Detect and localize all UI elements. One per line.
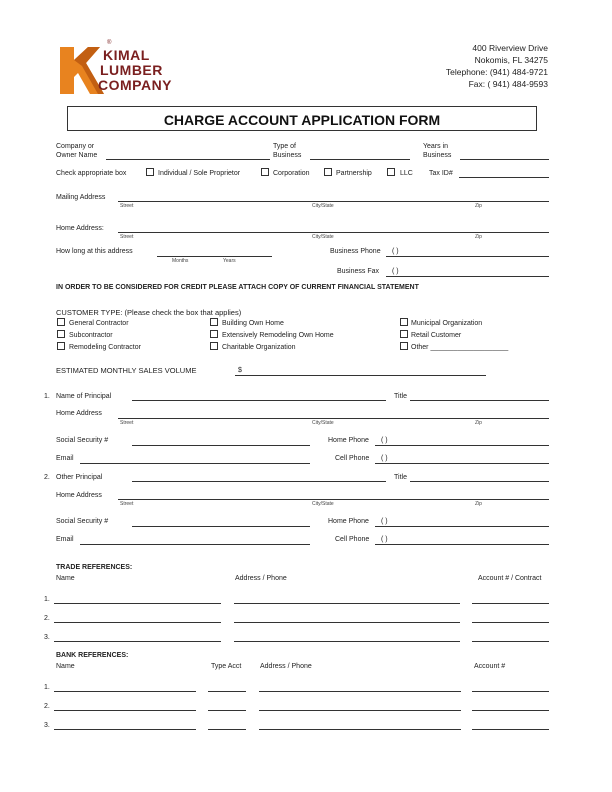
extensively-remodeling-label: Extensively Remodeling Own Home [222,332,334,339]
bank-3-address-field[interactable] [259,729,461,730]
trade-row-3-number: 3. [44,634,50,641]
municipal-organization-checkbox[interactable] [400,318,408,326]
principal-2-number: 2. [44,474,50,481]
principal-1-home-address-label: Home Address [56,410,102,417]
general-contractor-checkbox[interactable] [57,318,65,326]
customer-type-label: CUSTOMER TYPE: (Please check the box that applies) [56,308,242,317]
remodeling-contractor-checkbox[interactable] [57,342,65,350]
principal-1-street-caption: Street [120,420,134,426]
partnership-label: Partnership [336,170,372,177]
corporation-checkbox[interactable] [261,168,269,176]
business-fax-label: Business Fax [337,268,380,275]
logo-text-kimal: KIMAL [103,47,150,63]
individual-label: Individual / Sole Proprietor [158,170,241,177]
bank-row-2-number: 2. [44,703,50,710]
principal-2-email-label: Email [56,536,74,543]
trade-1-name-field[interactable] [54,603,221,604]
partnership-checkbox[interactable] [324,168,332,176]
name-principal-field[interactable] [132,400,386,401]
home-zip-caption: Zip [475,234,482,240]
principal-1-ssn-label: Social Security # [56,437,109,444]
building-own-home-label: Building Own Home [222,320,284,327]
corporation-label: Corporation [273,170,310,177]
principal-1-number: 1. [44,393,50,400]
extensively-remodeling-checkbox[interactable] [210,330,218,338]
principal-2-cell-phone-field[interactable] [375,544,549,545]
registered-mark: ® [107,40,112,46]
principal-1-home-phone-field[interactable] [375,445,549,446]
trade-3-address-field[interactable] [234,641,460,642]
years-caption: Years [223,258,236,264]
trade-1-account-field[interactable] [472,603,549,604]
principal-1-title-label: Title [394,393,407,400]
bank-2-type-field[interactable] [208,710,246,711]
company-logo [60,42,192,98]
business-phone-label: Business Phone [330,248,381,255]
bank-name-header: Name [56,663,75,670]
trade-3-name-field[interactable] [54,641,221,642]
bank-type-header: Type Acct [211,663,242,670]
principal-1-home-phone-label: Home Phone [328,437,369,444]
years-business-label-2: Business [423,152,452,159]
retail-customer-label: Retail Customer [411,332,462,339]
mailing-address-field[interactable] [118,201,549,202]
principal-2-street-caption: Street [120,501,134,507]
principal-2-cell-phone-paren: ( ) [381,536,388,543]
principal-2-home-address-label: Home Address [56,492,102,499]
principal-2-home-phone-field[interactable] [375,526,549,527]
subcontractor-label: Subcontractor [69,332,113,339]
check-box-label: Check appropriate box [56,170,127,177]
principal-2-home-phone-paren: ( ) [381,518,388,525]
logo-text-company: COMPANY [98,77,173,93]
bank-2-account-field[interactable] [472,710,549,711]
principal-1-cell-phone-field[interactable] [375,463,549,464]
company-owner-label-1: Company or [56,143,95,150]
title-box [67,106,537,131]
principal-1-city-caption: City/State [312,420,334,426]
principal-2-title-field[interactable] [410,481,549,482]
tax-id-label: Tax ID# [429,170,453,177]
trade-account-header: Account # / Contract [478,575,542,582]
bank-row-1-number: 1. [44,684,50,691]
other-principal-label: Other Principal [56,474,103,481]
retail-customer-checkbox[interactable] [400,330,408,338]
mailing-city-caption: City/State [312,203,334,209]
sales-volume-currency: $ [238,367,242,374]
years-business-label-1: Years in [423,143,449,150]
logo-text-lumber: LUMBER [100,62,163,78]
bank-1-account-field[interactable] [472,691,549,692]
address-line-2: Nokomis, FL 34275 [474,55,548,65]
charitable-organization-label: Charitable Organization [222,344,296,351]
months-caption: Months [172,258,189,264]
home-city-caption: City/State [312,234,334,240]
credit-notice: IN ORDER TO BE CONSIDERED FOR CREDIT PLEASE ATTACH COPY OF CURRENT FINANCIAL STATEMENT [56,284,419,291]
trade-1-address-field[interactable] [234,603,460,604]
principal-2-ssn-field[interactable] [132,526,310,527]
trade-row-1-number: 1. [44,596,50,603]
principal-1-home-phone-paren: ( ) [381,437,388,444]
trade-address-header: Address / Phone [235,575,287,582]
municipal-organization-label: Municipal Organization [411,320,483,327]
principal-2-city-caption: City/State [312,501,334,507]
business-fax-field[interactable] [386,276,549,277]
bank-2-name-field[interactable] [54,710,196,711]
bank-references-heading: BANK REFERENCES: [56,652,129,659]
principal-1-home-address-field[interactable] [118,418,549,419]
bank-account-header: Account # [474,663,506,670]
principal-2-ssn-label: Social Security # [56,518,109,525]
bank-3-account-field[interactable] [472,729,549,730]
type-business-field[interactable] [310,159,410,160]
principal-1-email-label: Email [56,455,74,462]
principal-2-home-phone-label: Home Phone [328,518,369,525]
business-fax-paren: ( ) [392,268,399,275]
principal-2-email-field[interactable] [80,544,310,545]
principal-1-zip-caption: Zip [475,420,482,426]
trade-2-account-field[interactable] [472,622,549,623]
other-label: Other ____________________ [411,344,509,351]
principal-2-home-address-field[interactable] [118,499,549,500]
bank-1-type-field[interactable] [208,691,246,692]
principal-1-title-field[interactable] [410,400,549,401]
bank-3-name-field[interactable] [54,729,196,730]
bank-row-3-number: 3. [44,722,50,729]
llc-checkbox[interactable] [387,168,395,176]
llc-label: LLC [400,170,413,177]
trade-references-heading: TRADE REFERENCES: [56,564,133,571]
remodeling-contractor-label: Remodeling Contractor [69,344,141,351]
type-business-label-2: Business [273,152,302,159]
principal-1-cell-phone-paren: ( ) [381,455,388,462]
bank-3-type-field[interactable] [208,729,246,730]
subcontractor-checkbox[interactable] [57,330,65,338]
trade-row-2-number: 2. [44,615,50,622]
charitable-organization-checkbox[interactable] [210,342,218,350]
trade-3-account-field[interactable] [472,641,549,642]
principal-2-cell-phone-label: Cell Phone [335,536,370,543]
sales-volume-field[interactable] [235,375,486,376]
individual-checkbox[interactable] [146,168,154,176]
general-contractor-label: General Contractor [69,320,129,327]
bank-address-header: Address / Phone [260,663,312,670]
form-title: CHARGE ACCOUNT APPLICATION FORM [163,112,441,128]
bank-1-name-field[interactable] [54,691,196,692]
principal-2-zip-caption: Zip [475,501,482,507]
other-checkbox[interactable] [400,342,408,350]
telephone: Telephone: (941) 484-9721 [445,67,548,77]
building-own-home-checkbox[interactable] [210,318,218,326]
address-line-1: 400 Riverview Drive [472,43,548,53]
mailing-address-label: Mailing Address [56,194,106,201]
fax: Fax: ( 941) 484-9593 [468,79,548,89]
years-business-field[interactable] [460,159,549,160]
mailing-zip-caption: Zip [475,203,482,209]
principal-1-email-field[interactable] [80,463,310,464]
principal-2-title-label: Title [394,474,407,481]
home-address-field[interactable] [118,232,549,233]
sales-volume-label: ESTIMATED MONTHLY SALES VOLUME [56,366,197,375]
business-phone-field[interactable] [386,256,549,257]
trade-name-header: Name [56,575,75,582]
company-owner-label-2: Owner Name [56,152,98,159]
type-business-label-1: Type of [273,143,296,150]
trade-2-name-field[interactable] [54,622,221,623]
other-principal-field[interactable] [132,481,386,482]
tax-id-field[interactable] [459,177,549,178]
business-phone-paren: ( ) [392,248,399,255]
name-principal-label: Name of Principal [56,393,112,400]
how-long-field[interactable] [157,256,272,257]
principal-1-ssn-field[interactable] [132,445,310,446]
mailing-street-caption: Street [120,203,134,209]
company-owner-field[interactable] [106,159,270,160]
principal-1-cell-phone-label: Cell Phone [335,455,370,462]
trade-2-address-field[interactable] [234,622,460,623]
how-long-label: How long at this address [56,248,133,255]
bank-2-address-field[interactable] [259,710,461,711]
bank-1-address-field[interactable] [259,691,461,692]
home-address-label: Home Address: [56,225,104,232]
home-street-caption: Street [120,234,134,240]
